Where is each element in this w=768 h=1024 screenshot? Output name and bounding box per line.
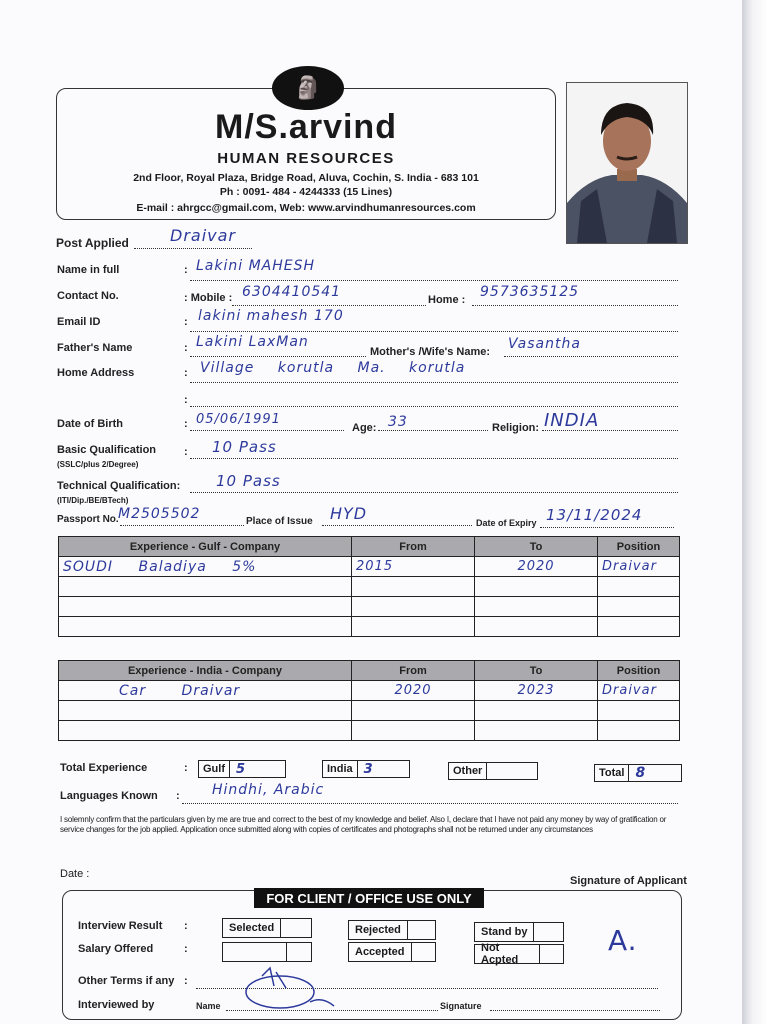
religion-label: Religion:	[492, 422, 540, 434]
india-empty-cell[interactable]	[475, 721, 598, 741]
person-portrait-icon	[567, 83, 687, 243]
office-use-title: FOR CLIENT / OFFICE USE ONLY	[254, 888, 484, 908]
interviewer-signature-label: Signature	[440, 1001, 482, 1011]
interviewed-by-label: Interviewed by	[78, 999, 155, 1011]
address-value[interactable]: Village korutla Ma. korutla	[200, 360, 466, 376]
gulf-from-header: From	[352, 537, 475, 557]
gulf-company-cell[interactable]: SOUDI Baladiya 5%	[59, 557, 352, 577]
passport-label: Passport No.	[57, 514, 119, 525]
gulf-empty-cell[interactable]	[475, 577, 598, 597]
india-experience-table	[58, 660, 680, 741]
interview-colon: :	[184, 920, 188, 932]
mother-label: Mother's /Wife's Name:	[370, 346, 491, 358]
interviewer-signature-scribble	[240, 962, 350, 1022]
interviewer-signature-line	[490, 1010, 660, 1011]
interview-result-label: Interview Result	[78, 920, 163, 932]
india-position-cell[interactable]: Draivar	[598, 681, 680, 701]
gulf-empty-cell[interactable]	[59, 617, 352, 637]
gulf-empty-cell[interactable]	[59, 577, 352, 597]
home-value[interactable]: 9573635125	[480, 284, 580, 300]
india-total-label: India	[323, 761, 358, 777]
home-line	[472, 305, 678, 306]
table-row	[59, 577, 680, 597]
rejected-label: Rejected	[349, 921, 408, 939]
applicant-photo	[566, 82, 688, 244]
india-position-header: Position	[598, 661, 680, 681]
post-applied-value[interactable]: Draivar	[170, 226, 236, 245]
languages-colon: :	[176, 790, 180, 802]
date-label: Date :	[60, 868, 90, 880]
company-name: M/S.arvind	[215, 108, 397, 146]
languages-value[interactable]: Hindhi, Arabic	[212, 782, 325, 798]
gulf-empty-cell[interactable]	[352, 597, 475, 617]
mother-line	[504, 356, 678, 357]
table-row	[59, 617, 680, 637]
gulf-empty-cell[interactable]	[475, 617, 598, 637]
basic-qualification-value[interactable]: 10 Pass	[212, 438, 277, 456]
gulf-empty-cell[interactable]	[598, 617, 680, 637]
gulf-total-label: Gulf	[199, 761, 230, 777]
india-company-cell[interactable]: Car Draivar	[59, 681, 352, 701]
gulf-experience-table	[58, 536, 680, 637]
india-total-box[interactable]	[322, 760, 410, 778]
name-value[interactable]: Lakini MAHESH	[196, 258, 316, 274]
other-total-box[interactable]	[448, 762, 538, 780]
basic-colon: :	[184, 446, 188, 458]
mobile-value[interactable]: 6304410541	[242, 284, 342, 300]
mobile-label: : Mobile :	[184, 292, 233, 304]
technical-qualification-label: Technical Qualification:	[57, 480, 181, 492]
gulf-position-header: Position	[598, 537, 680, 557]
email-colon: :	[184, 316, 188, 328]
table-row	[59, 597, 680, 617]
mobile-line	[232, 305, 426, 306]
india-empty-cell[interactable]	[352, 701, 475, 721]
address-colon: :	[184, 367, 188, 379]
selected-label: Selected	[223, 919, 281, 937]
basic-line	[190, 458, 678, 459]
languages-line	[182, 803, 678, 804]
name-line	[190, 280, 678, 281]
rejected-checkbox[interactable]	[348, 920, 436, 940]
gulf-table-header-row	[59, 537, 680, 557]
father-line	[190, 356, 366, 357]
office-mark: A.	[608, 924, 638, 957]
india-table-header-row	[59, 661, 680, 681]
passport-line	[120, 525, 244, 526]
gulf-empty-cell[interactable]	[352, 577, 475, 597]
other-terms-colon: :	[184, 975, 188, 987]
basic-qualification-hint: (SSLC/plus 2/Degree)	[57, 460, 139, 469]
other-terms-label: Other Terms if any	[78, 975, 175, 987]
accepted-label: Accepted	[349, 943, 412, 961]
father-colon: :	[184, 342, 188, 354]
other-total-label: Other	[449, 763, 487, 779]
expiry-line	[540, 527, 674, 528]
dob-colon: :	[184, 418, 188, 430]
issue-line	[322, 525, 472, 526]
table-row	[59, 681, 680, 701]
table-row	[59, 701, 680, 721]
technical-qualification-value[interactable]: 10 Pass	[216, 472, 281, 490]
passport-value[interactable]: M2505502	[118, 506, 201, 522]
not-accepted-checkbox[interactable]	[474, 944, 564, 964]
company-logo-icon: 🗿	[272, 66, 344, 110]
declaration-text: I solemnly confirm that the particulars given by me are true and correct to the best of my knowledge and belief. Also I, declare that I have not paid any money by way of gratification or service changes for the job applied. Application once submitted along with copies of certificates and photographs shall not be returned under any circumstances	[60, 815, 667, 834]
address-line-2	[190, 406, 678, 407]
company-phone: Ph : 0091- 484 - 4244333 (15 Lines)	[219, 186, 393, 198]
name-label: Name in full	[57, 264, 120, 276]
selected-checkbox[interactable]	[222, 918, 312, 938]
company-address: 2nd Floor, Royal Plaza, Bridge Road, Aluva, Cochin, S. India - 683 101	[133, 172, 479, 184]
address-line-1	[190, 382, 678, 383]
technical-line	[190, 492, 678, 493]
india-empty-cell[interactable]	[352, 721, 475, 741]
age-line	[378, 430, 488, 431]
languages-label: Languages Known	[60, 790, 158, 802]
dob-label: Date of Birth	[57, 418, 123, 430]
gulf-empty-cell[interactable]	[598, 577, 680, 597]
india-total-value[interactable]: 3	[363, 761, 374, 777]
gulf-to-header: To	[475, 537, 598, 557]
india-empty-cell[interactable]	[475, 701, 598, 721]
india-empty-cell[interactable]	[598, 701, 680, 721]
india-from-header: From	[352, 661, 475, 681]
dob-value[interactable]: 05/06/1991	[196, 412, 281, 427]
place-of-issue-label: Place of Issue	[246, 516, 313, 527]
email-label: Email ID	[57, 316, 101, 328]
basic-qualification-label: Basic Qualification	[57, 444, 157, 456]
not-accepted-label: Not Acpted	[475, 945, 540, 963]
accepted-checkbox[interactable]	[348, 942, 436, 962]
india-empty-cell[interactable]	[598, 721, 680, 741]
gulf-total-value[interactable]: 5	[236, 761, 247, 777]
dob-line	[190, 430, 344, 431]
stand-by-checkbox[interactable]	[474, 922, 564, 942]
grand-total-box[interactable]	[594, 764, 682, 782]
india-from-cell[interactable]: 2020	[352, 681, 475, 701]
father-label: Father's Name	[57, 342, 133, 354]
india-company-header: Experience - India - Company	[59, 661, 352, 681]
age-label: Age:	[352, 422, 377, 434]
place-of-issue-value[interactable]: HYD	[330, 504, 368, 523]
page-edge	[742, 0, 768, 1024]
address-label: Home Address	[57, 367, 135, 379]
address-colon-2: :	[184, 394, 188, 406]
mother-value[interactable]: Vasantha	[508, 336, 581, 352]
total-experience-label: Total Experience	[60, 762, 148, 774]
company-division: HUMAN RESOURCES	[217, 150, 395, 167]
post-applied-line	[134, 248, 252, 249]
gulf-position-cell[interactable]: Draivar	[598, 557, 680, 577]
grand-total-label: Total	[595, 765, 629, 781]
india-to-header: To	[475, 661, 598, 681]
gulf-to-cell[interactable]: 2020	[475, 557, 598, 577]
india-empty-cell[interactable]	[59, 701, 352, 721]
date-of-expiry-label: Date of Expiry	[476, 518, 537, 528]
gulf-empty-cell[interactable]	[352, 617, 475, 637]
gulf-empty-cell[interactable]	[59, 597, 352, 617]
table-row	[59, 721, 680, 741]
india-empty-cell[interactable]	[59, 721, 352, 741]
gulf-empty-cell[interactable]	[475, 597, 598, 617]
interviewer-name-label: Name	[196, 1001, 221, 1011]
father-value[interactable]: Lakini LaxMan	[196, 334, 309, 350]
religion-value[interactable]: INDIA	[544, 410, 600, 431]
home-label: Home :	[428, 294, 466, 306]
gulf-from-cell[interactable]: 2015	[352, 557, 475, 577]
gulf-company-header: Experience - Gulf - Company	[59, 537, 352, 557]
total-experience-colon: :	[184, 762, 188, 774]
gulf-total-box[interactable]	[198, 760, 286, 778]
stand-by-label: Stand by	[475, 923, 534, 941]
age-value[interactable]: 33	[388, 414, 408, 430]
company-contact: E-mail : ahrgcc@gmail.com, Web: www.arvindhumanresources.com	[136, 202, 476, 214]
salary-offered-label: Salary Offered	[78, 943, 154, 955]
date-of-expiry-value[interactable]: 13/11/2024	[546, 506, 643, 524]
contact-label: Contact No.	[57, 290, 119, 302]
applicant-signature-label: Signature of Applicant	[570, 875, 687, 887]
email-value[interactable]: lakini mahesh 170	[198, 308, 344, 324]
grand-total-value[interactable]: 8	[635, 765, 647, 781]
technical-qualification-hint: (ITI/Dip./BE/BTech)	[57, 496, 129, 505]
name-colon: :	[184, 264, 188, 276]
gulf-empty-cell[interactable]	[598, 597, 680, 617]
india-to-cell[interactable]: 2023	[475, 681, 598, 701]
table-row	[59, 557, 680, 577]
post-applied-label: Post Applied	[56, 236, 129, 250]
salary-colon: :	[184, 943, 188, 955]
email-line	[190, 331, 678, 332]
salary-offered-field[interactable]	[222, 942, 312, 962]
